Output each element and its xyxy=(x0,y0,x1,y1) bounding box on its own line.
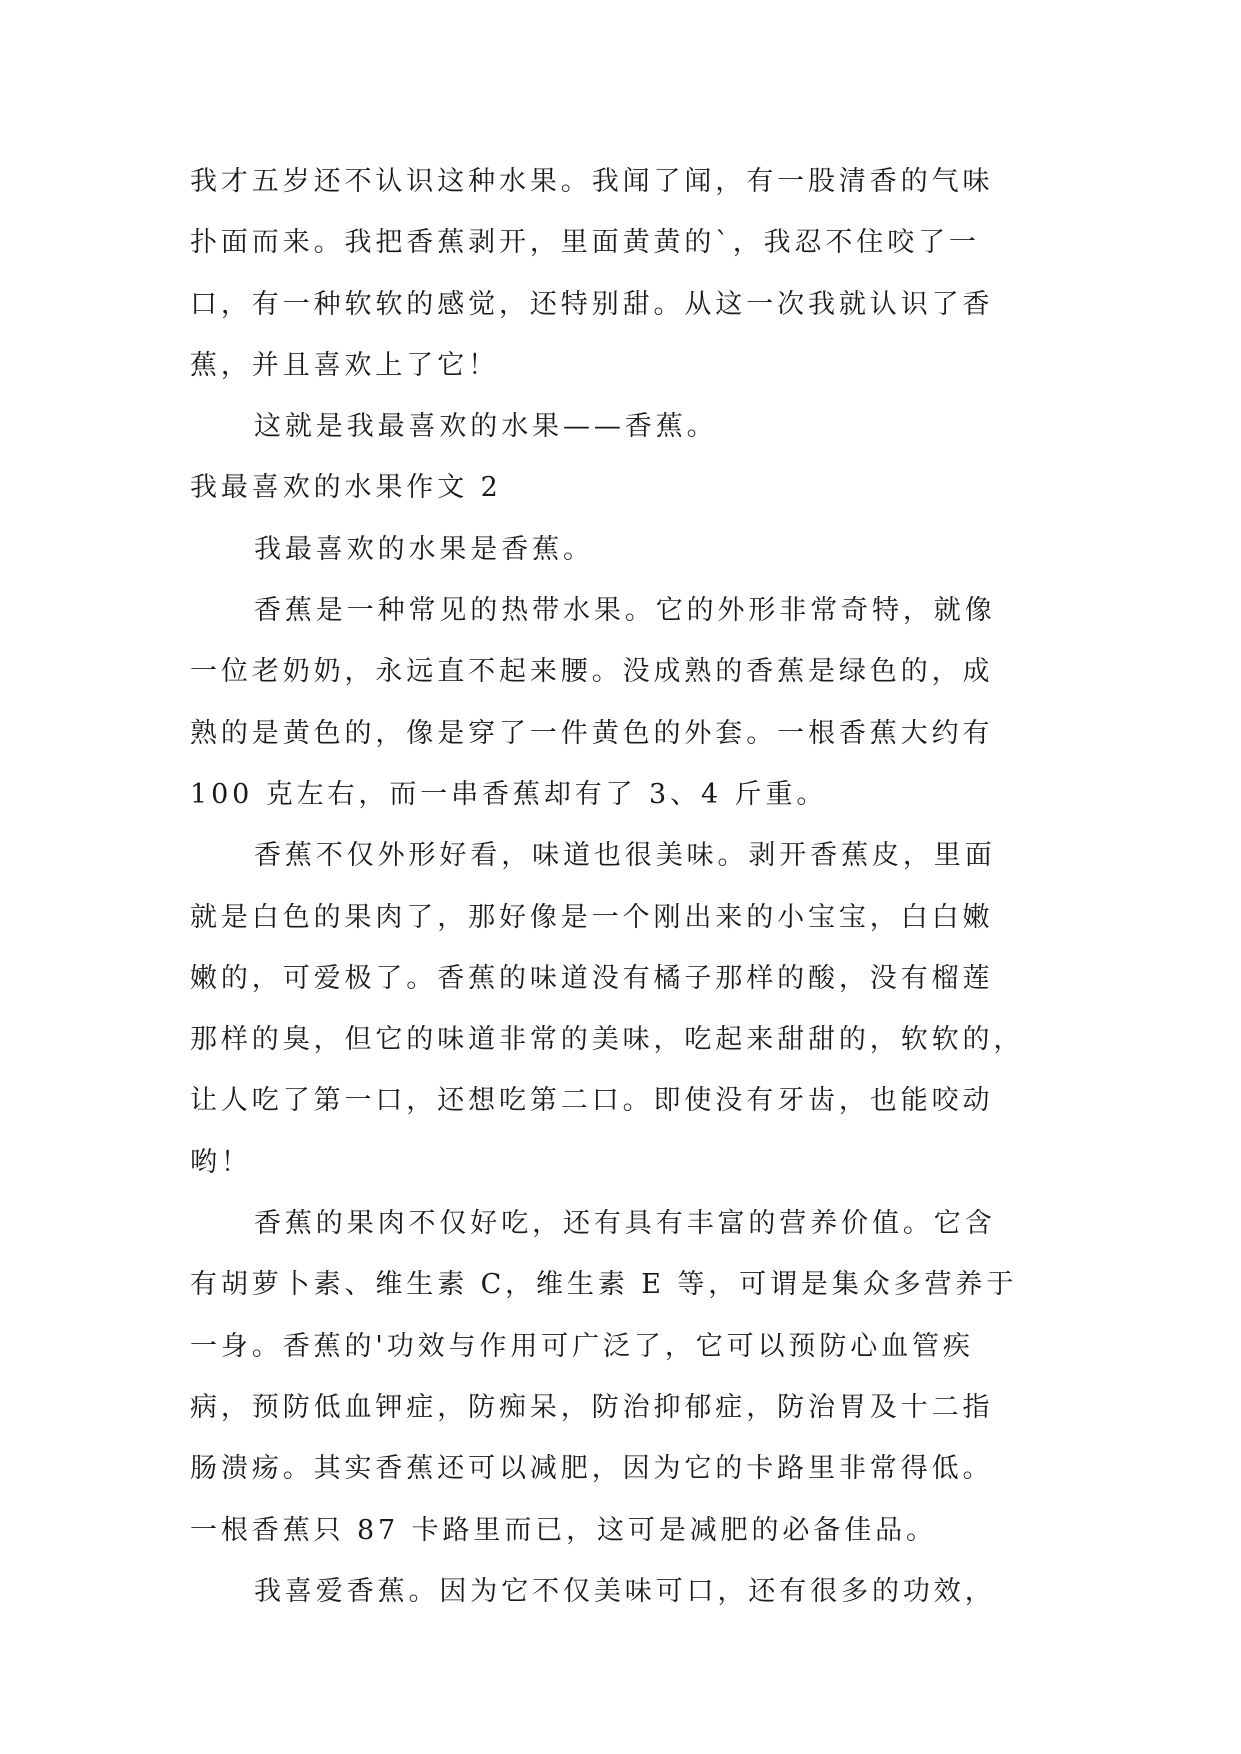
text-line: 熟的是黄色的，像是穿了一件黄色的外套。一根香蕉大约有 xyxy=(190,717,994,749)
text-line: 让人吃了第一口，还想吃第二口。即使没有牙齿，也能咬动 xyxy=(190,1085,994,1117)
text-line: 香蕉不仅外形好看，味道也很美味。剥开香蕉皮，里面 xyxy=(254,840,996,872)
text-line: 蕉，并且喜欢上了它！ xyxy=(190,349,499,381)
text-line: 100 克左右，而一串香蕉却有了 3、4 斤重。 xyxy=(190,778,828,810)
text-line: 嫩的，可爱极了。香蕉的味道没有橘子那样的酸，没有榴莲 xyxy=(190,962,994,994)
text-line: 我喜爱香蕉。因为它不仅美味可口，还有很多的功效， xyxy=(254,1575,996,1607)
text-line: 这就是我最喜欢的水果——香蕉。 xyxy=(254,411,718,443)
text-line: 肠溃疡。其实香蕉还可以减肥，因为它的卡路里非常得低。 xyxy=(190,1453,994,1485)
text-line: 有胡萝卜素、维生素 C，维生素 E 等，可谓是集众多营养于 xyxy=(190,1269,1018,1301)
text-line: 一身。香蕉的'功效与作用可广泛了，它可以预防心血管疾 xyxy=(190,1330,974,1362)
text-line: 我才五岁还不认识这种水果。我闻了闻，有一股清香的气味 xyxy=(190,166,994,197)
text-line: 一根香蕉只 87 卡路里而已，这可是减肥的必备佳品。 xyxy=(190,1514,937,1546)
text-line: 一位老奶奶，永远直不起来腰。没成熟的香蕉是绿色的，成 xyxy=(190,656,994,688)
text-line: 就是白色的果肉了，那好像是一个刚出来的小宝宝，白白嫩 xyxy=(190,901,994,933)
text-line: 香蕉的果肉不仅好吃，还有具有丰富的营养价值。它含 xyxy=(254,1208,996,1240)
text-line: 扑面而来。我把香蕉剥开，里面黄黄的`，我忍不住咬了一 xyxy=(190,227,980,259)
text-line: 哟！ xyxy=(190,1146,252,1178)
text-line: 病，预防低血钾症，防痴呆，防治抑郁症，防治胃及十二指 xyxy=(190,1391,994,1423)
text-line: 口，有一种软软的感觉，还特别甜。从这一次我就认识了香 xyxy=(190,288,994,320)
text-line: 我最喜欢的水果作文 2 xyxy=(190,472,502,504)
text-line: 香蕉是一种常见的热带水果。它的外形非常奇特，就像 xyxy=(254,595,996,627)
text-line: 我最喜欢的水果是香蕉。 xyxy=(254,533,594,565)
document-body xyxy=(190,151,1070,1622)
text-line: 那样的臭，但它的味道非常的美味，吃起来甜甜的，软软的， xyxy=(190,1024,1025,1056)
